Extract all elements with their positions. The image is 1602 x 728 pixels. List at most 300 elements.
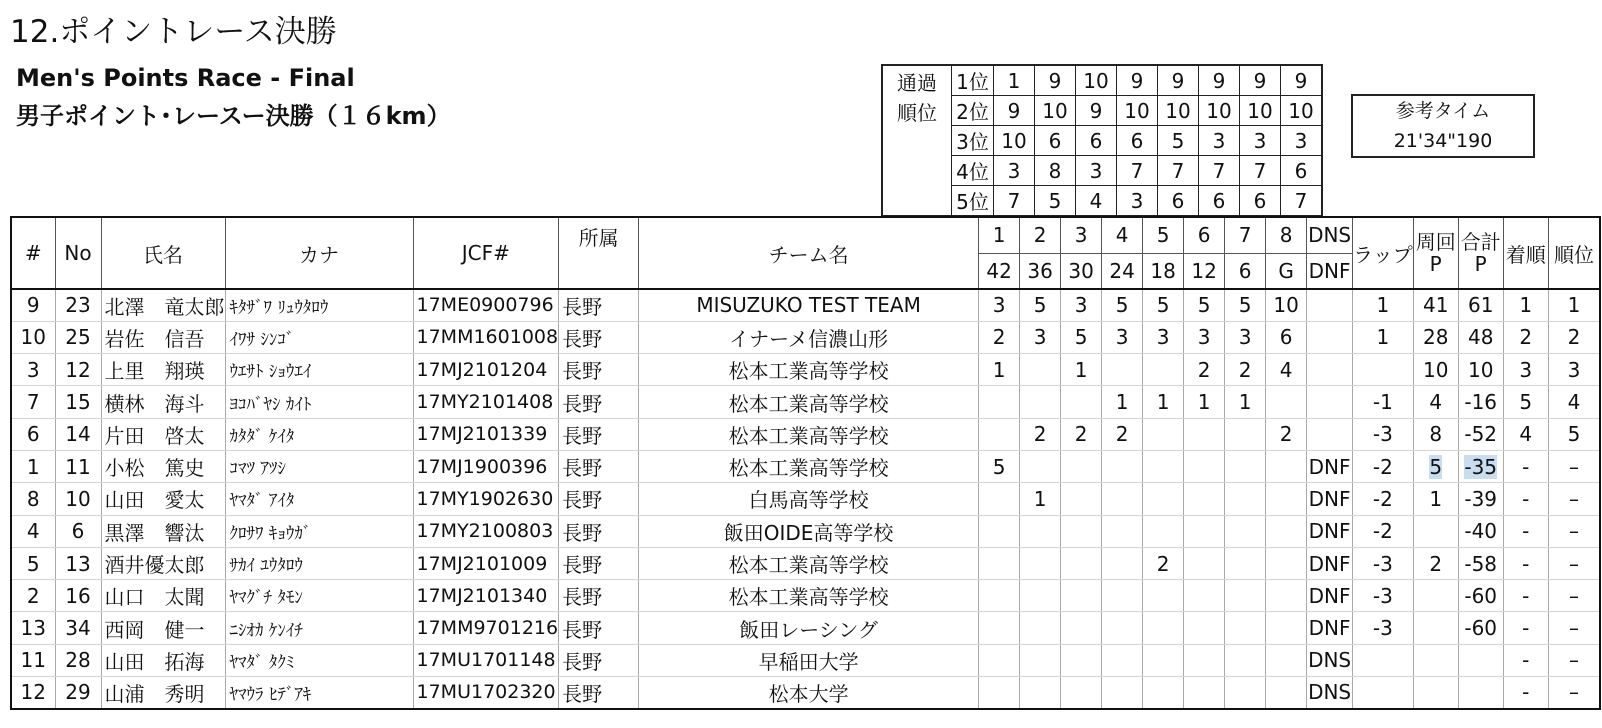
- cell-sprint-points: [1225, 450, 1266, 482]
- cell-affiliation: 長野: [559, 386, 639, 418]
- passing-value: 1: [994, 65, 1035, 96]
- page-title: 12.ポイントレース決勝: [10, 14, 337, 50]
- cell-affiliation: 長野: [559, 644, 639, 676]
- col-no-header: No: [55, 217, 101, 289]
- cell-jcf: 17MJ2101340: [413, 580, 559, 612]
- passing-value: 3: [1240, 126, 1281, 156]
- cell-jcf: 17MU1702320: [413, 677, 559, 709]
- cell-affiliation: 長野: [559, 450, 639, 482]
- sprint-lap-header: 6: [1225, 253, 1266, 289]
- cell-jcf: 17MY1902630: [413, 483, 559, 515]
- cell-sprint-points: [979, 677, 1020, 709]
- table-row: [11, 386, 1600, 418]
- cell-name: 北澤 竜太郎: [101, 289, 225, 321]
- cell-sprint-points: [1184, 418, 1225, 450]
- cell-status: DNS: [1307, 677, 1353, 709]
- cell-name: 山口 太聞: [101, 580, 225, 612]
- subtitle-japanese: 男子ポイント･レースー決勝（１６km）: [16, 102, 451, 130]
- table-row: [11, 418, 1600, 450]
- passing-value: 10: [1158, 96, 1199, 126]
- cell-sprint-points: [1184, 483, 1225, 515]
- passing-value: 10: [1117, 96, 1158, 126]
- sprint-lap-header: 36: [1020, 253, 1061, 289]
- cell-sprint-points: 5: [1102, 289, 1143, 321]
- cell-no: 29: [55, 677, 101, 709]
- subtitle-english: Men's Points Race - Final: [16, 64, 355, 92]
- cell-lap: 1: [1353, 289, 1414, 321]
- cell-sprint-points: [1061, 450, 1102, 482]
- table-row: [11, 644, 1600, 676]
- cell-status: DNF: [1307, 515, 1353, 547]
- cell-sprint-points: [1143, 354, 1184, 386]
- cell-sprint-points: [979, 644, 1020, 676]
- sprint-lap-header: 12: [1184, 253, 1225, 289]
- cell-sprint-points: [979, 515, 1020, 547]
- cell-sprint-points: [1143, 580, 1184, 612]
- cell-name: 西岡 健一: [101, 612, 225, 644]
- cell-hash: 2: [11, 580, 55, 612]
- cell-jcf: 17MU1701148: [413, 644, 559, 676]
- cell-total-points: -60: [1458, 612, 1503, 644]
- cell-finish-order: 1: [1503, 289, 1548, 321]
- cell-total-points: 48: [1458, 321, 1503, 353]
- cell-sprint-points: 3: [1102, 321, 1143, 353]
- cell-team: 松本工業高等学校: [639, 354, 979, 386]
- table-row: [11, 612, 1600, 644]
- cell-sprint-points: 2: [1225, 354, 1266, 386]
- cell-hash: 8: [11, 483, 55, 515]
- cell-sprint-points: [1225, 580, 1266, 612]
- col-finish-order-header: 着順: [1503, 217, 1548, 289]
- cell-lap: -3: [1353, 612, 1414, 644]
- cell-lap: 1: [1353, 321, 1414, 353]
- cell-sprint-points: [1102, 612, 1143, 644]
- cell-sprint-points: [1061, 644, 1102, 676]
- cell-sprint-points: [1143, 515, 1184, 547]
- cell-status: DNF: [1307, 450, 1353, 482]
- cell-sprint-points: 3: [1225, 321, 1266, 353]
- col-rank-header: 順位: [1548, 217, 1600, 289]
- passing-value: 10: [1199, 96, 1240, 126]
- cell-sprint-points: [1184, 515, 1225, 547]
- cell-sprint-points: [979, 612, 1020, 644]
- cell-affiliation: 長野: [559, 418, 639, 450]
- passing-value: 7: [1281, 186, 1323, 217]
- cell-kana: ﾔﾏﾀﾞ ｱｲﾀ: [225, 483, 413, 515]
- col-jcf-header: JCF#: [413, 217, 559, 289]
- cell-sprint-points: [1102, 450, 1143, 482]
- cell-status: [1307, 386, 1353, 418]
- cell-status: DNF: [1307, 612, 1353, 644]
- cell-lap: -3: [1353, 418, 1414, 450]
- cell-sprint-points: 1: [1102, 386, 1143, 418]
- cell-sprint-points: [1061, 612, 1102, 644]
- cell-rank: 3: [1548, 354, 1600, 386]
- cell-rank: –: [1548, 483, 1600, 515]
- cell-finish-order: -: [1503, 450, 1548, 482]
- cell-sprint-points: [1225, 515, 1266, 547]
- cell-sprint-points: [1225, 677, 1266, 709]
- cell-name: 上里 翔瑛: [101, 354, 225, 386]
- cell-kana: ｻｶｲ ﾕｳﾀﾛｳ: [225, 547, 413, 579]
- cell-kana: ｶﾀﾀﾞ ｹｲﾀ: [225, 418, 413, 450]
- cell-sprint-points: 3: [979, 289, 1020, 321]
- cell-sprint-points: [979, 418, 1020, 450]
- cell-rank: –: [1548, 677, 1600, 709]
- cell-team: 松本工業高等学校: [639, 418, 979, 450]
- passing-value: 3: [1199, 126, 1240, 156]
- cell-affiliation: 長野: [559, 580, 639, 612]
- cell-total-points: [1458, 450, 1503, 482]
- cell-sprint-points: [1143, 418, 1184, 450]
- cell-sprint-points: [979, 483, 1020, 515]
- passing-value: 9: [1240, 65, 1281, 96]
- cell-status: [1307, 354, 1353, 386]
- col-dnf-header: DNF: [1307, 253, 1353, 289]
- passing-rank-label: 1位: [952, 65, 994, 96]
- passing-value: 6: [1199, 186, 1240, 217]
- cell-team: イナーメ信濃山形: [639, 321, 979, 353]
- sprint-number-header: 2: [1020, 217, 1061, 253]
- cell-kana: ｲﾜｻ ｼﾝｺﾞ: [225, 321, 413, 353]
- cell-sprint-points: 2: [1184, 354, 1225, 386]
- cell-sprint-points: 3: [1143, 321, 1184, 353]
- cell-total-points: [1458, 644, 1503, 676]
- table-row: [11, 483, 1600, 515]
- cell-kana: ﾖｺﾊﾞﾔｼ ｶｲﾄ: [225, 386, 413, 418]
- passing-value: 7: [1199, 156, 1240, 186]
- cell-affiliation: 長野: [559, 321, 639, 353]
- passing-value: 4: [1076, 186, 1117, 217]
- cell-kana: ｷﾀｻﾞﾜ ﾘｭｳﾀﾛｳ: [225, 289, 413, 321]
- cell-sprint-points: 1: [1061, 354, 1102, 386]
- passing-value: 9: [1199, 65, 1240, 96]
- cell-total-points: [1458, 677, 1503, 709]
- cell-name: 黒澤 響汰: [101, 515, 225, 547]
- cell-name: 山田 愛太: [101, 483, 225, 515]
- cell-sprint-points: 2: [1020, 418, 1061, 450]
- cell-sprint-points: [1266, 483, 1307, 515]
- cell-affiliation: 長野: [559, 677, 639, 709]
- cell-sprint-points: [1266, 386, 1307, 418]
- cell-finish-order: 5: [1503, 386, 1548, 418]
- passing-value: 10: [1240, 96, 1281, 126]
- cell-hash: 13: [11, 612, 55, 644]
- cell-finish-order: 4: [1503, 418, 1548, 450]
- cell-jcf: 17MJ2101204: [413, 354, 559, 386]
- cell-no: 15: [55, 386, 101, 418]
- cell-hash: 7: [11, 386, 55, 418]
- cell-sprint-points: [1266, 677, 1307, 709]
- cell-lap: -3: [1353, 580, 1414, 612]
- cell-sprint-points: 3: [1061, 289, 1102, 321]
- cell-rank: –: [1548, 515, 1600, 547]
- cell-sprint-points: 2: [1102, 418, 1143, 450]
- passing-value: 10: [1076, 65, 1117, 96]
- cell-sprint-points: [1102, 580, 1143, 612]
- cell-total-points: -16: [1458, 386, 1503, 418]
- passing-value: 7: [1158, 156, 1199, 186]
- cell-hash: 3: [11, 354, 55, 386]
- cell-affiliation: 長野: [559, 354, 639, 386]
- cell-name: 岩佐 信吾: [101, 321, 225, 353]
- cell-hash: 5: [11, 547, 55, 579]
- cell-lap-points: 41: [1413, 289, 1458, 321]
- cell-jcf: 17MJ1900396: [413, 450, 559, 482]
- cell-sprint-points: [1061, 580, 1102, 612]
- cell-sprint-points: 5: [1020, 289, 1061, 321]
- sprint-number-header: 1: [979, 217, 1020, 253]
- cell-sprint-points: 10: [1266, 289, 1307, 321]
- cell-sprint-points: [1020, 547, 1061, 579]
- cell-team: 松本工業高等学校: [639, 386, 979, 418]
- passing-value: 5: [1035, 186, 1076, 217]
- cell-sprint-points: [1143, 483, 1184, 515]
- cell-team: 松本大学: [639, 677, 979, 709]
- cell-sprint-points: [1102, 644, 1143, 676]
- cell-sprint-points: [1225, 612, 1266, 644]
- cell-sprint-points: 2: [1143, 547, 1184, 579]
- cell-finish-order: -: [1503, 677, 1548, 709]
- cell-sprint-points: [1266, 644, 1307, 676]
- cell-name: 横林 海斗: [101, 386, 225, 418]
- cell-rank: –: [1548, 580, 1600, 612]
- cell-status: DNF: [1307, 547, 1353, 579]
- table-row: [11, 354, 1600, 386]
- cell-affiliation: 長野: [559, 483, 639, 515]
- table-row: [11, 547, 1600, 579]
- cell-lap: [1353, 644, 1414, 676]
- table-row: [11, 515, 1600, 547]
- cell-sprint-points: 1: [1225, 386, 1266, 418]
- cell-sprint-points: [1102, 547, 1143, 579]
- cell-sprint-points: [1102, 354, 1143, 386]
- cell-rank: –: [1548, 644, 1600, 676]
- cell-hash: 9: [11, 289, 55, 321]
- cell-sprint-points: 4: [1266, 354, 1307, 386]
- cell-sprint-points: 3: [1020, 321, 1061, 353]
- col-total-points-header: [1458, 217, 1503, 289]
- header-row-top: [11, 217, 1600, 253]
- sprint-number-header: 6: [1184, 217, 1225, 253]
- cell-jcf: 17MY2101408: [413, 386, 559, 418]
- cell-lap-points: 28: [1413, 321, 1458, 353]
- cell-total-points: -58: [1458, 547, 1503, 579]
- cell-status: [1307, 418, 1353, 450]
- passing-value: 7: [1240, 156, 1281, 186]
- cell-sprint-points: 1: [1020, 483, 1061, 515]
- table-row: [11, 321, 1600, 353]
- cell-no: 12: [55, 354, 101, 386]
- cell-lap-points: [1413, 450, 1458, 482]
- cell-sprint-points: [1143, 644, 1184, 676]
- col-dns-header: DNS: [1307, 217, 1353, 253]
- cell-sprint-points: [1102, 677, 1143, 709]
- cell-sprint-points: 5: [979, 450, 1020, 482]
- cell-team: 松本工業高等学校: [639, 450, 979, 482]
- cell-no: 10: [55, 483, 101, 515]
- cell-no: 11: [55, 450, 101, 482]
- total-points-header-line1: 合計: [1460, 230, 1501, 254]
- passing-value: 10: [1281, 96, 1323, 126]
- cell-sprint-points: [1020, 386, 1061, 418]
- passing-value: 6: [1240, 186, 1281, 217]
- cell-sprint-points: [1102, 483, 1143, 515]
- cell-sprint-points: [1266, 450, 1307, 482]
- selection-highlight: 5: [1429, 454, 1443, 479]
- passing-value: 10: [994, 126, 1035, 156]
- cell-rank: 5: [1548, 418, 1600, 450]
- cell-no: 25: [55, 321, 101, 353]
- cell-status: DNS: [1307, 644, 1353, 676]
- cell-sprint-points: [1225, 547, 1266, 579]
- cell-sprint-points: 3: [1184, 321, 1225, 353]
- lap-points-header-line2: P: [1429, 252, 1442, 276]
- cell-finish-order: 3: [1503, 354, 1548, 386]
- cell-team: 松本工業高等学校: [639, 547, 979, 579]
- cell-finish-order: -: [1503, 515, 1548, 547]
- cell-sprint-points: [979, 580, 1020, 612]
- cell-sprint-points: 5: [1143, 289, 1184, 321]
- cell-team: MISUZUKO TEST TEAM: [639, 289, 979, 321]
- cell-sprint-points: [1184, 450, 1225, 482]
- cell-status: DNF: [1307, 580, 1353, 612]
- sprint-lap-header: 42: [979, 253, 1020, 289]
- col-lap-header: ラップ: [1353, 217, 1414, 289]
- passing-rank-label: 3位: [952, 126, 994, 156]
- col-affiliation-header: 所属: [559, 217, 639, 289]
- passing-order-table: [881, 64, 1323, 217]
- passing-row: [882, 65, 1322, 96]
- col-lap-points-header: [1413, 217, 1458, 289]
- cell-finish-order: -: [1503, 483, 1548, 515]
- cell-sprint-points: 1: [1184, 386, 1225, 418]
- sprint-lap-header: 30: [1061, 253, 1102, 289]
- cell-sprint-points: [1061, 515, 1102, 547]
- reference-time-label: 参考タイム: [1395, 100, 1491, 122]
- cell-lap-points: [1413, 515, 1458, 547]
- cell-lap-points: [1413, 677, 1458, 709]
- cell-sprint-points: 5: [1225, 289, 1266, 321]
- cell-lap-points: 8: [1413, 418, 1458, 450]
- cell-total-points: -40: [1458, 515, 1503, 547]
- cell-team: 早稲田大学: [639, 644, 979, 676]
- passing-value: 9: [994, 96, 1035, 126]
- col-hash-header: #: [11, 217, 55, 289]
- cell-kana: ﾔﾏｸﾞﾁ ﾀﾓﾝ: [225, 580, 413, 612]
- cell-lap: -3: [1353, 547, 1414, 579]
- cell-hash: 4: [11, 515, 55, 547]
- cell-kana: ﾆｼｵｶ ｹﾝｲﾁ: [225, 612, 413, 644]
- passing-value: 6: [1281, 156, 1323, 186]
- passing-order-label: 通過順位: [882, 65, 952, 216]
- cell-team: 飯田OIDE高等学校: [639, 515, 979, 547]
- cell-affiliation: 長野: [559, 612, 639, 644]
- cell-sprint-points: [1061, 386, 1102, 418]
- cell-hash: 12: [11, 677, 55, 709]
- cell-sprint-points: [979, 386, 1020, 418]
- cell-jcf: 17MM9701216: [413, 612, 559, 644]
- cell-sprint-points: [1184, 677, 1225, 709]
- cell-sprint-points: [1061, 483, 1102, 515]
- cell-name: 小松 篤史: [101, 450, 225, 482]
- cell-sprint-points: [1143, 450, 1184, 482]
- cell-name: 山田 拓海: [101, 644, 225, 676]
- cell-sprint-points: [1020, 677, 1061, 709]
- cell-jcf: 17MJ2101339: [413, 418, 559, 450]
- cell-rank: –: [1548, 450, 1600, 482]
- sprint-number-header: 7: [1225, 217, 1266, 253]
- cell-name: 片田 啓太: [101, 418, 225, 450]
- cell-sprint-points: [1184, 580, 1225, 612]
- cell-sprint-points: [1266, 580, 1307, 612]
- passing-value: 5: [1158, 126, 1199, 156]
- cell-rank: 2: [1548, 321, 1600, 353]
- sprint-lap-header: 24: [1102, 253, 1143, 289]
- cell-sprint-points: [1184, 644, 1225, 676]
- cell-sprint-points: 2: [1061, 418, 1102, 450]
- cell-sprint-points: [1020, 612, 1061, 644]
- cell-sprint-points: [1020, 354, 1061, 386]
- cell-rank: –: [1548, 612, 1600, 644]
- cell-rank: –: [1548, 547, 1600, 579]
- cell-sprint-points: [1020, 580, 1061, 612]
- passing-value: 3: [1117, 186, 1158, 217]
- cell-hash: 1: [11, 450, 55, 482]
- cell-total-points: -52: [1458, 418, 1503, 450]
- col-team-header: チーム名: [639, 217, 979, 289]
- sprint-number-header: 5: [1143, 217, 1184, 253]
- passing-value: 3: [1281, 126, 1323, 156]
- cell-kana: ｸﾛｻﾜ ｷｮｳｶﾞ: [225, 515, 413, 547]
- sprint-number-header: 4: [1102, 217, 1143, 253]
- cell-lap-points: [1413, 612, 1458, 644]
- cell-status: [1307, 289, 1353, 321]
- cell-name: 山浦 秀明: [101, 677, 225, 709]
- passing-rank-label: 2位: [952, 96, 994, 126]
- cell-sprint-points: [1061, 677, 1102, 709]
- cell-no: 13: [55, 547, 101, 579]
- cell-no: 16: [55, 580, 101, 612]
- cell-no: 14: [55, 418, 101, 450]
- cell-sprint-points: [1020, 515, 1061, 547]
- table-row: [11, 450, 1600, 482]
- passing-value: 8: [1035, 156, 1076, 186]
- sprint-number-header: 8: [1266, 217, 1307, 253]
- cell-status: DNF: [1307, 483, 1353, 515]
- cell-hash: 6: [11, 418, 55, 450]
- total-points-header-line2: P: [1474, 252, 1487, 276]
- table-row: [11, 677, 1600, 709]
- cell-no: 28: [55, 644, 101, 676]
- cell-rank: 4: [1548, 386, 1600, 418]
- cell-finish-order: -: [1503, 547, 1548, 579]
- passing-rank-label: 4位: [952, 156, 994, 186]
- cell-kana: ｺﾏﾂ ｱﾂｼ: [225, 450, 413, 482]
- passing-value: 3: [994, 156, 1035, 186]
- passing-value: 9: [1281, 65, 1323, 96]
- cell-sprint-points: 1: [979, 354, 1020, 386]
- lap-points-header-line1: 周回: [1415, 230, 1456, 254]
- cell-jcf: 17MM1601008: [413, 321, 559, 353]
- cell-lap: -1: [1353, 386, 1414, 418]
- cell-affiliation: 長野: [559, 547, 639, 579]
- cell-kana: ｳｴｻﾄ ｼｮｳｴｲ: [225, 354, 413, 386]
- cell-sprint-points: [1020, 450, 1061, 482]
- passing-value: 6: [1117, 126, 1158, 156]
- cell-jcf: 17MY2100803: [413, 515, 559, 547]
- cell-lap-points: 4: [1413, 386, 1458, 418]
